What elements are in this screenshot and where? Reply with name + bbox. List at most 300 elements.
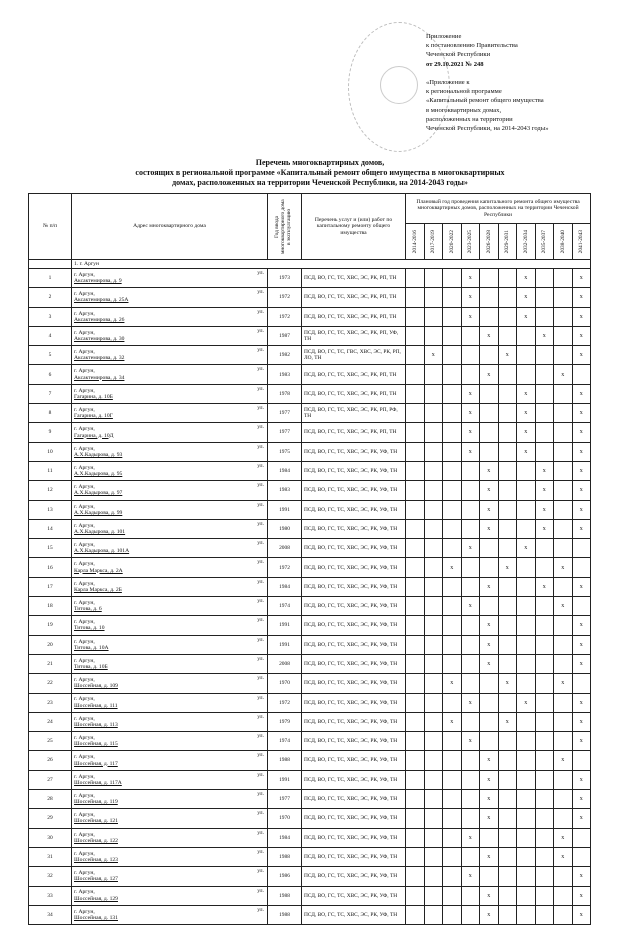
period-mark: х: [524, 294, 528, 301]
period-cell: [424, 770, 443, 789]
address-street: А.Х.Кадырова, д. 99: [74, 509, 123, 516]
address-street: Шоссейная, д. 111: [74, 702, 118, 709]
period-cell: [554, 732, 573, 751]
period-cell: [535, 539, 554, 558]
col-header-period: [406, 224, 425, 260]
period-cell: [424, 886, 443, 905]
period-cell: [461, 809, 480, 828]
table-row: [29, 809, 591, 828]
period-cell: [424, 346, 443, 365]
services-cell: ПСД, ВО, ГС, ТС, ХВС, ЭС, РК, РП, ТН: [302, 307, 406, 326]
period-mark: х: [487, 892, 491, 899]
period-cell: [498, 442, 517, 461]
period-cell: [480, 712, 499, 731]
address-street: Шоссейная, д. 113: [74, 721, 118, 728]
period-cell: [572, 346, 591, 365]
street-type: ул.: [257, 385, 264, 392]
period-cell: [535, 654, 554, 673]
period-cell: [424, 461, 443, 480]
row-number: 23: [29, 693, 72, 712]
period-cell: [554, 500, 573, 519]
period-mark: х: [468, 873, 472, 880]
year-cell: 1986: [268, 867, 302, 886]
period-cell: [554, 597, 573, 616]
services-cell: ПСД, ВО, ГС, ТС, ХВС, ЭС, РК, УФ, ТН: [302, 770, 406, 789]
period-mark: х: [505, 352, 509, 359]
services-cell: ПСД, ВО, ГС, ТС, ХВС, ЭС, РК, УФ, ТН: [302, 886, 406, 905]
period-cell: [572, 519, 591, 538]
period-cell: [572, 770, 591, 789]
period-mark: х: [561, 834, 565, 841]
address-city: г. Аргун,: [74, 291, 95, 298]
address-cell: [72, 519, 268, 538]
period-cell: [406, 905, 425, 924]
period-cell: [443, 577, 462, 596]
period-mark: х: [505, 680, 509, 687]
period-cell: [535, 867, 554, 886]
year-cell: 1991: [268, 500, 302, 519]
period-cell: [535, 519, 554, 538]
period-mark: х: [487, 796, 491, 803]
period-mark: х: [487, 622, 491, 629]
year-cell: 1970: [268, 674, 302, 693]
year-cell: 1988: [268, 751, 302, 770]
period-cell: [498, 790, 517, 809]
year-cell: 1974: [268, 732, 302, 751]
period-cell: [517, 790, 536, 809]
period-mark: х: [524, 410, 528, 417]
period-cell: [443, 635, 462, 654]
table-row: [29, 577, 591, 596]
row-number: 13: [29, 500, 72, 519]
period-cell: [461, 577, 480, 596]
period-cell: [480, 346, 499, 365]
table-row: [29, 288, 591, 307]
period-mark: х: [487, 525, 491, 532]
table-row: [29, 384, 591, 403]
period-mark: х: [579, 641, 583, 648]
period-mark: х: [487, 506, 491, 513]
address-cell: [72, 712, 268, 731]
address-city: г. Аргун,: [74, 908, 95, 915]
period-cell: [461, 442, 480, 461]
period-cell: [517, 423, 536, 442]
services-cell: ПСД, ВО, ГС, ТС, ХВС, ЭС, РК, РП, ТН: [302, 423, 406, 442]
period-cell: [461, 674, 480, 693]
street-type: ул.: [257, 289, 264, 296]
year-cell: 1984: [268, 461, 302, 480]
period-cell: [498, 461, 517, 480]
col-header-period: [535, 224, 554, 260]
period-cell: [535, 616, 554, 635]
period-cell: [498, 654, 517, 673]
period-cell: [535, 847, 554, 866]
period-cell: [535, 423, 554, 442]
title-line: состоящих в региональной программе «Капитальный ремонт общего имущества в многоквартирных: [135, 167, 505, 177]
period-cell: [572, 616, 591, 635]
period-cell: [424, 384, 443, 403]
period-cell: [406, 847, 425, 866]
col-header-period-group: Плановый год проведения капитального ремонта общего имущества многоквартирных домов, расположенных на территории Чеченской Республики: [406, 194, 591, 224]
table-row: [29, 790, 591, 809]
period-cell: [554, 558, 573, 577]
period-mark: х: [579, 468, 583, 475]
period-cell: [461, 461, 480, 480]
period-mark: х: [487, 660, 491, 667]
period-mark: х: [579, 390, 583, 397]
period-cell: [572, 442, 591, 461]
period-cell: [517, 751, 536, 770]
period-cell: [498, 674, 517, 693]
services-cell: ПСД, ВО, ГС, ТС, ХВС, ЭС, РК, УФ, ТН: [302, 847, 406, 866]
period-cell: [461, 635, 480, 654]
period-cell: [424, 577, 443, 596]
period-cell: [406, 597, 425, 616]
period-cell: [443, 867, 462, 886]
table-row: [29, 867, 591, 886]
address-cell: [72, 346, 268, 365]
address-cell: [72, 404, 268, 423]
period-cell: [406, 404, 425, 423]
period-cell: [424, 269, 443, 288]
period-cell: [572, 461, 591, 480]
row-number: 17: [29, 577, 72, 596]
year-cell: 1979: [268, 712, 302, 731]
table-row: [29, 674, 591, 693]
period-cell: [572, 635, 591, 654]
period-cell: [535, 288, 554, 307]
period-mark: х: [505, 564, 509, 571]
period-label: 2032-2034: [522, 229, 529, 254]
period-cell: [443, 847, 462, 866]
services-cell: ПСД, ВО, ГС, ТС, ХВС, ЭС, РК, УФ, ТН: [302, 616, 406, 635]
period-cell: [572, 886, 591, 905]
year-cell: 1991: [268, 635, 302, 654]
services-cell: ПСД, ВО, ГС, ТС, ХВС, ЭС, РК, УФ, ТН: [302, 597, 406, 616]
period-cell: [424, 867, 443, 886]
row-number: 31: [29, 847, 72, 866]
services-cell: ПСД, ВО, ГС, ТС, ХВС, ЭС, РК, УФ, ТН: [302, 867, 406, 886]
table-row: [29, 751, 591, 770]
period-cell: [554, 423, 573, 442]
services-cell: ПСД, ВО, ГС, ТС, ХВС, ЭС, РК, УФ, ТН: [302, 442, 406, 461]
period-mark: х: [579, 892, 583, 899]
period-cell: [572, 712, 591, 731]
period-cell: [517, 847, 536, 866]
period-cell: [572, 404, 591, 423]
period-mark: х: [487, 583, 491, 590]
period-mark: х: [561, 371, 565, 378]
period-cell: [424, 674, 443, 693]
period-cell: [461, 288, 480, 307]
period-cell: [517, 346, 536, 365]
period-cell: [572, 558, 591, 577]
services-cell: ПСД, ВО, ГС, ТС, ХВС, ЭС, РК, УФ, ТН: [302, 481, 406, 500]
street-type: ул.: [257, 906, 264, 913]
period-cell: [498, 288, 517, 307]
address-street: Аксактемирова, д. 25А: [74, 297, 129, 304]
period-cell: [517, 635, 536, 654]
period-cell: [443, 693, 462, 712]
period-cell: [498, 269, 517, 288]
address-city: г. Аргун,: [74, 407, 95, 414]
street-type: ул.: [257, 868, 264, 875]
period-cell: [517, 905, 536, 924]
period-cell: [424, 326, 443, 345]
period-cell: [406, 288, 425, 307]
year-cell: 1972: [268, 693, 302, 712]
period-cell: [498, 616, 517, 635]
address-cell: [72, 384, 268, 403]
period-cell: [406, 654, 425, 673]
street-type: ул.: [257, 887, 264, 894]
street-type: ул.: [257, 327, 264, 334]
period-cell: [461, 481, 480, 500]
period-cell: [424, 558, 443, 577]
col-header-period: [498, 224, 517, 260]
address-cell: [72, 674, 268, 693]
period-cell: [554, 519, 573, 538]
period-cell: [443, 732, 462, 751]
period-cell: [424, 365, 443, 384]
period-cell: [498, 500, 517, 519]
street-type: ул.: [257, 655, 264, 662]
period-cell: [517, 288, 536, 307]
period-cell: [406, 828, 425, 847]
period-cell: [535, 461, 554, 480]
period-cell: [498, 539, 517, 558]
period-cell: [406, 867, 425, 886]
period-cell: [406, 790, 425, 809]
period-cell: [443, 307, 462, 326]
period-cell: [554, 770, 573, 789]
period-cell: [461, 905, 480, 924]
period-mark: х: [450, 564, 454, 571]
street-type: ул.: [257, 540, 264, 547]
address-city: г. Аргун,: [74, 542, 95, 549]
period-cell: [443, 654, 462, 673]
period-cell: [554, 847, 573, 866]
period-cell: [480, 269, 499, 288]
col-header-period: [461, 224, 480, 260]
period-mark: х: [487, 371, 491, 378]
period-cell: [535, 577, 554, 596]
period-mark: х: [579, 699, 583, 706]
services-cell: ПСД, ВО, ГС, ТС, ХВС, ЭС, РК, УФ, ТН: [302, 558, 406, 577]
address-city: г. Аргун,: [74, 426, 95, 433]
period-cell: [461, 790, 480, 809]
year-cell: 1972: [268, 558, 302, 577]
table-row: [29, 905, 591, 924]
address-city: г. Аргун,: [74, 599, 95, 606]
year-cell: 1975: [268, 442, 302, 461]
period-cell: [480, 442, 499, 461]
period-mark: х: [542, 468, 546, 475]
period-mark: х: [579, 313, 583, 320]
table-row: [29, 654, 591, 673]
period-mark: х: [524, 390, 528, 397]
period-cell: [461, 500, 480, 519]
year-cell: 1984: [268, 828, 302, 847]
address-street: Гагарина, д. 10Г: [74, 413, 113, 420]
street-type: ул.: [257, 829, 264, 836]
period-cell: [480, 481, 499, 500]
row-number: 22: [29, 674, 72, 693]
period-cell: [424, 732, 443, 751]
table-row: [29, 269, 591, 288]
period-cell: [443, 790, 462, 809]
address-cell: [72, 442, 268, 461]
street-type: ул.: [257, 752, 264, 759]
group-label: 1. г. Аргун: [72, 260, 591, 269]
period-cell: [424, 423, 443, 442]
period-cell: [517, 558, 536, 577]
period-cell: [480, 751, 499, 770]
period-label: 2023-2025: [467, 229, 474, 254]
table-row: [29, 481, 591, 500]
period-cell: [498, 326, 517, 345]
row-number: 27: [29, 770, 72, 789]
period-mark: х: [579, 738, 583, 745]
period-cell: [461, 307, 480, 326]
period-cell: [498, 481, 517, 500]
period-cell: [572, 500, 591, 519]
period-cell: [461, 423, 480, 442]
address-city: г. Аргун,: [74, 387, 95, 394]
year-cell: 1974: [268, 597, 302, 616]
period-cell: [461, 886, 480, 905]
services-cell: ПСД, ВО, ГС, ТС, ХВС, ЭС, РК, УФ, ТН: [302, 751, 406, 770]
period-cell: [535, 384, 554, 403]
period-cell: [443, 751, 462, 770]
address-city: г. Аргун,: [74, 812, 95, 819]
period-cell: [498, 693, 517, 712]
period-cell: [443, 404, 462, 423]
period-cell: [406, 732, 425, 751]
period-cell: [406, 423, 425, 442]
period-mark: х: [487, 853, 491, 860]
period-cell: [554, 269, 573, 288]
period-mark: х: [579, 815, 583, 822]
period-mark: х: [468, 429, 472, 436]
address-street: А.Х.Кадырова, д. 95: [74, 471, 123, 478]
row-number: 6: [29, 365, 72, 384]
address-cell: [72, 693, 268, 712]
period-cell: [517, 809, 536, 828]
address-cell: [72, 558, 268, 577]
period-cell: [424, 712, 443, 731]
address-cell: [72, 732, 268, 751]
period-cell: [554, 404, 573, 423]
period-cell: [554, 365, 573, 384]
period-cell: [480, 674, 499, 693]
street-type: ул.: [257, 617, 264, 624]
period-mark: х: [579, 911, 583, 918]
period-cell: [517, 461, 536, 480]
period-cell: [554, 481, 573, 500]
period-label: 2041-2043: [578, 229, 585, 254]
period-cell: [480, 847, 499, 866]
period-mark: х: [561, 757, 565, 764]
period-cell: [572, 539, 591, 558]
address-street: Шоссейная, д. 127: [74, 876, 118, 883]
period-cell: [517, 519, 536, 538]
period-cell: [535, 770, 554, 789]
period-cell: [406, 539, 425, 558]
address-cell: [72, 886, 268, 905]
period-cell: [572, 423, 591, 442]
table-row: [29, 365, 591, 384]
address-city: г. Аргун,: [74, 310, 95, 317]
period-mark: х: [579, 583, 583, 590]
period-cell: [535, 404, 554, 423]
period-cell: [517, 539, 536, 558]
period-mark: х: [487, 487, 491, 494]
address-street: Аксактемирова, д. 9: [74, 278, 122, 285]
address-city: г. Аргун,: [74, 445, 95, 452]
address-cell: [72, 905, 268, 924]
period-cell: [406, 712, 425, 731]
col-header-period: [517, 224, 536, 260]
period-cell: [480, 809, 499, 828]
period-cell: [443, 770, 462, 789]
period-cell: [443, 809, 462, 828]
row-number: 30: [29, 828, 72, 847]
period-mark: х: [468, 390, 472, 397]
row-number: 5: [29, 346, 72, 365]
period-cell: [406, 577, 425, 596]
period-cell: [480, 404, 499, 423]
period-mark: х: [579, 294, 583, 301]
address-city: г. Аргун,: [74, 870, 95, 877]
year-cell: 1973: [268, 269, 302, 288]
period-cell: [480, 867, 499, 886]
row-number: 9: [29, 423, 72, 442]
street-type: ул.: [257, 771, 264, 778]
period-cell: [554, 539, 573, 558]
period-cell: [424, 500, 443, 519]
services-cell: ПСД, ВО, ГС, ТС, ХВС, ЭС, РК, УФ, ТН: [302, 500, 406, 519]
period-cell: [461, 732, 480, 751]
period-cell: [480, 384, 499, 403]
period-mark: х: [487, 776, 491, 783]
period-cell: [498, 558, 517, 577]
address-city: г. Аргун,: [74, 773, 95, 780]
col-header-period: [424, 224, 443, 260]
period-mark: х: [561, 853, 565, 860]
period-cell: [498, 828, 517, 847]
period-cell: [572, 828, 591, 847]
period-cell: [554, 346, 573, 365]
period-cell: [480, 519, 499, 538]
period-mark: х: [468, 545, 472, 552]
col-header-num: № п/п: [29, 194, 72, 260]
period-cell: [498, 519, 517, 538]
period-cell: [406, 269, 425, 288]
period-cell: [461, 847, 480, 866]
period-cell: [480, 577, 499, 596]
address-cell: [72, 847, 268, 866]
period-cell: [443, 674, 462, 693]
period-cell: [480, 539, 499, 558]
period-cell: [424, 519, 443, 538]
period-cell: [572, 693, 591, 712]
table-row: [29, 886, 591, 905]
services-cell: ПСД, ВО, ГС, ТС, ХВС, ЭС, РК, РП, ТН: [302, 288, 406, 307]
row-number: 11: [29, 461, 72, 480]
period-cell: [424, 828, 443, 847]
period-cell: [406, 500, 425, 519]
